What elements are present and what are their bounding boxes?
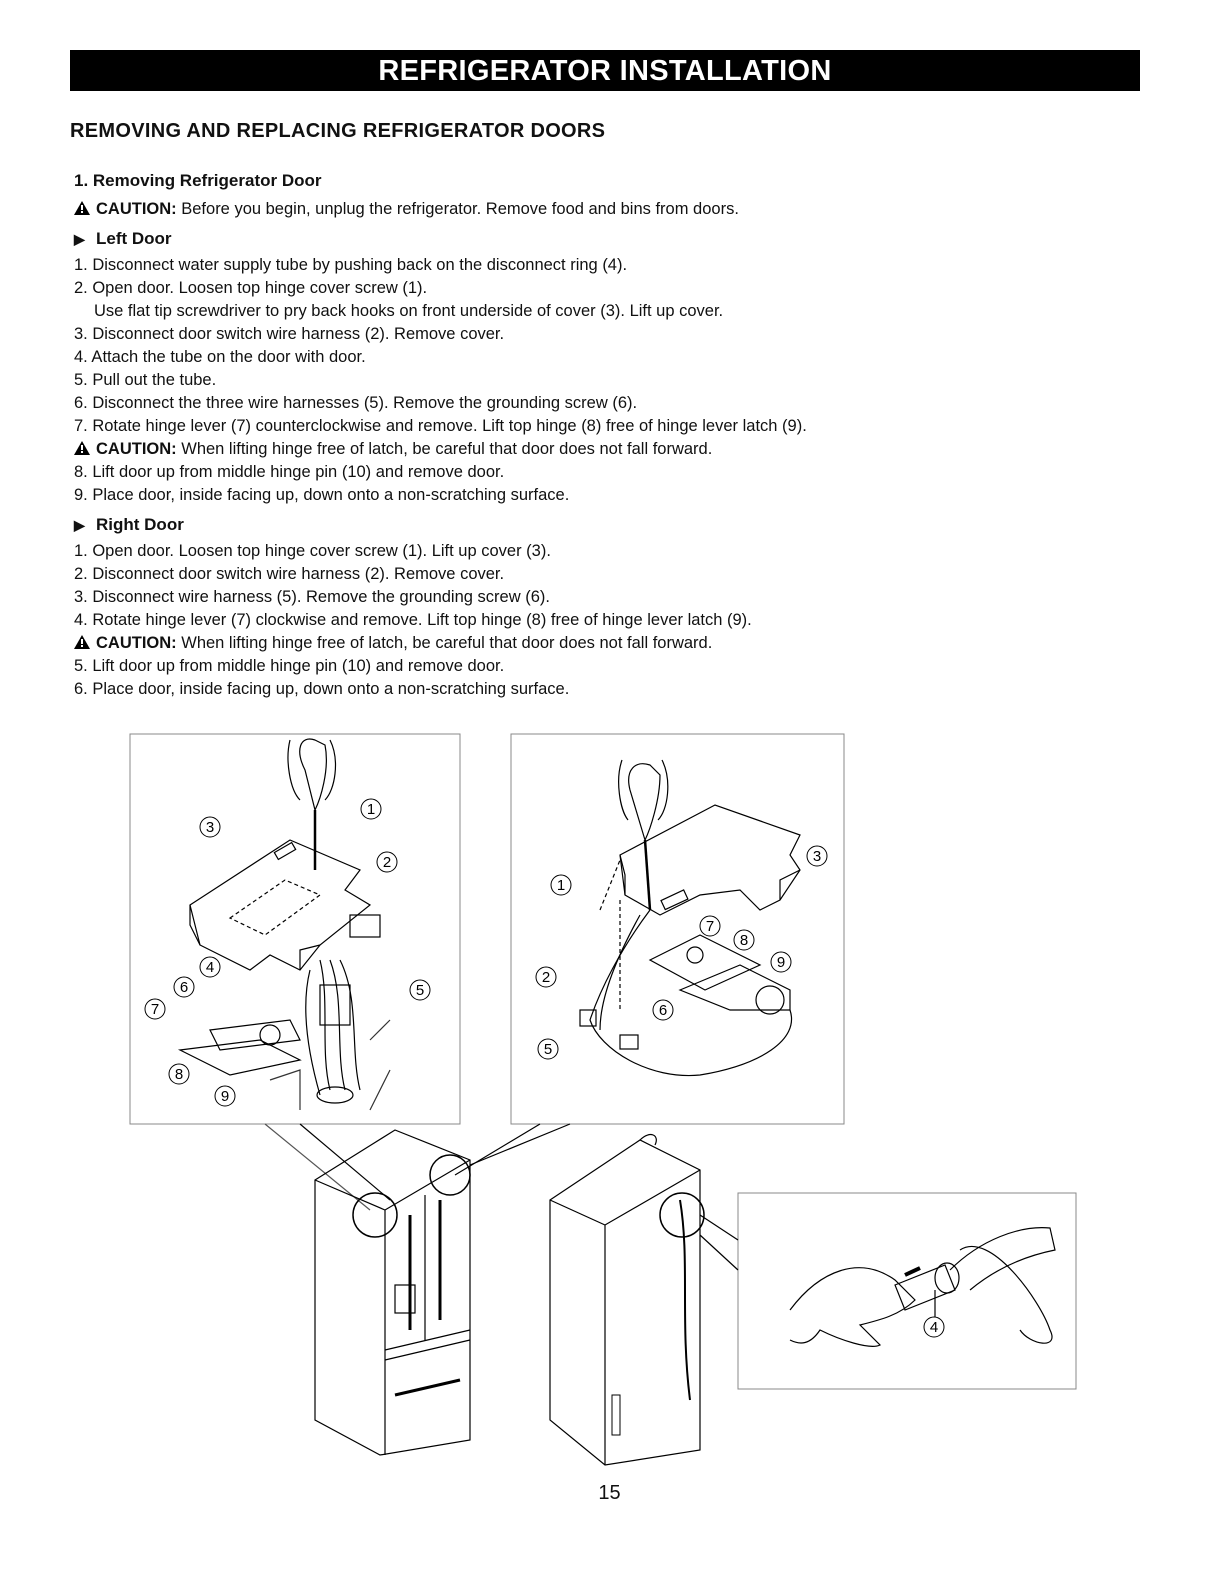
tube-inset bbox=[738, 1193, 1076, 1389]
list-item: 4. Attach the tube on the door with door. bbox=[74, 348, 366, 366]
callout-marker bbox=[169, 1064, 189, 1084]
list-item: 1. Disconnect water supply tube by pushing back on the disconnect ring (4). bbox=[74, 256, 628, 274]
list-item: 6. Place door, inside facing up, down onto a non-scratching surface. bbox=[74, 680, 570, 698]
callout-marker bbox=[361, 799, 381, 819]
step-title: 1. Removing Refrigerator Door bbox=[74, 171, 322, 190]
callout-marker bbox=[215, 1086, 235, 1106]
svg-text:8: 8 bbox=[739, 932, 749, 949]
list-item: 9. Place door, inside facing up, down onto a non-scratching surface. bbox=[74, 486, 570, 504]
svg-text:9: 9 bbox=[776, 954, 786, 971]
callout-marker bbox=[924, 1317, 944, 1337]
list-item: 2. Open door. Loosen top hinge cover screw (1). bbox=[74, 279, 428, 297]
svg-text:4: 4 bbox=[205, 959, 215, 976]
caution-label: CAUTION: bbox=[96, 440, 177, 458]
svg-text:3: 3 bbox=[205, 819, 215, 836]
list-item: 3. Disconnect wire harness (5). Remove the grounding screw (6). bbox=[74, 588, 550, 606]
list-item: 3. Disconnect door switch wire harness (2). Remove cover. bbox=[74, 325, 505, 343]
callout-marker bbox=[410, 980, 430, 1000]
svg-text:7: 7 bbox=[705, 918, 715, 935]
svg-text:8: 8 bbox=[174, 1066, 184, 1083]
caution-label: CAUTION: bbox=[96, 200, 177, 218]
callout-marker bbox=[200, 957, 220, 977]
svg-text:1: 1 bbox=[366, 801, 376, 818]
svg-text:6: 6 bbox=[179, 979, 189, 996]
page-banner: REFRIGERATOR INSTALLATION bbox=[70, 50, 1140, 91]
list-item: 5. Pull out the tube. bbox=[74, 371, 217, 389]
svg-text:7: 7 bbox=[150, 1001, 160, 1018]
callout-marker bbox=[536, 967, 556, 987]
left-door-heading: ▶ Left Door bbox=[74, 223, 1154, 254]
svg-text:2: 2 bbox=[541, 969, 551, 986]
callout-marker bbox=[700, 916, 720, 936]
callout-marker bbox=[538, 1039, 558, 1059]
callout-marker bbox=[653, 1000, 673, 1020]
caution-text: When lifting hinge free of latch, be careful that door does not fall forward. bbox=[181, 634, 713, 652]
list-item: 1. Open door. Loosen top hinge cover screw (1). Lift up cover (3). bbox=[74, 542, 551, 560]
triangle-bullet-icon: ▶ bbox=[74, 517, 85, 533]
callout-marker bbox=[807, 846, 827, 866]
callout-marker bbox=[377, 852, 397, 872]
svg-text:9: 9 bbox=[220, 1088, 230, 1105]
list-item: 6. Disconnect the three wire harnesses (5). Remove the grounding screw (6). bbox=[74, 394, 638, 412]
list-item: 5. Lift door up from middle hinge pin (10) and remove door. bbox=[74, 657, 505, 675]
svg-text:4: 4 bbox=[929, 1319, 939, 1336]
callout-marker bbox=[145, 999, 165, 1019]
list-item: 8. Lift door up from middle hinge pin (10) and remove door. bbox=[74, 463, 505, 481]
callout-marker bbox=[771, 952, 791, 972]
svg-text:5: 5 bbox=[415, 982, 425, 999]
callout-marker bbox=[200, 817, 220, 837]
list-item: 7. Rotate hinge lever (7) counterclockwise and remove. Lift top hinge (8) free of hinge lever latch (9). bbox=[74, 417, 807, 435]
svg-text:1: 1 bbox=[556, 877, 566, 894]
callout-marker bbox=[734, 930, 754, 950]
svg-text:2: 2 bbox=[382, 854, 392, 871]
list-item: Use flat tip screwdriver to pry back hooks on front underside of cover (3). Lift up cover. bbox=[94, 302, 724, 320]
caution-label: CAUTION: bbox=[96, 634, 177, 652]
list-item: 2. Disconnect door switch wire harness (2). Remove cover. bbox=[74, 565, 505, 583]
right-hinge-inset bbox=[511, 734, 844, 1124]
page-number: 15 bbox=[598, 1482, 621, 1504]
triangle-bullet-icon: ▶ bbox=[74, 231, 85, 247]
svg-text:3: 3 bbox=[812, 848, 822, 865]
caution-text: Before you begin, unplug the refrigerator. Remove food and bins from doors. bbox=[181, 200, 739, 218]
callout-marker bbox=[551, 875, 571, 895]
svg-text:5: 5 bbox=[543, 1041, 553, 1058]
section-title: REMOVING AND REPLACING REFRIGERATOR DOORS bbox=[70, 120, 606, 142]
right-door-heading: ▶ Right Door bbox=[74, 509, 1154, 540]
svg-text:6: 6 bbox=[658, 1002, 668, 1019]
caution-text: When lifting hinge free of latch, be careful that door does not fall forward. bbox=[181, 440, 713, 458]
callout-marker bbox=[174, 977, 194, 997]
list-item: 4. Rotate hinge lever (7) clockwise and remove. Lift top hinge (8) free of hinge lever latch (9). bbox=[74, 611, 752, 629]
